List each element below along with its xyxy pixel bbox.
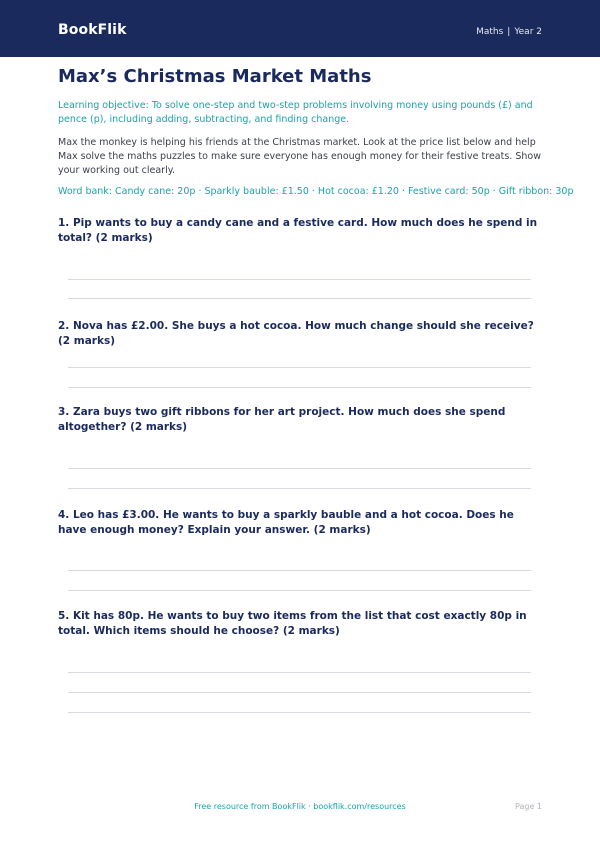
subject-year bbox=[476, 27, 542, 37]
answer-line[interactable] bbox=[68, 590, 531, 591]
word-bank: Word bank: Candy cane: 20p · Sparkly bauble: £1.50 · Hot cocoa: £1.20 · Festive card: 50p · Gift ribbon: 30p bbox=[58, 186, 574, 197]
worksheet-title: Max’s Christmas Market Maths bbox=[58, 66, 372, 87]
answer-line[interactable] bbox=[68, 298, 531, 299]
footer-text[interactable]: Free resource from BookFlik · bookflik.com/resources bbox=[194, 802, 406, 811]
answer-line[interactable] bbox=[68, 279, 531, 280]
answer-line[interactable] bbox=[68, 672, 531, 673]
question-5: 5. Kit has 80p. He wants to buy two items from the list that cost exactly 80p in total. Which items should he choose? (2 marks) bbox=[58, 610, 527, 637]
answer-line[interactable] bbox=[68, 387, 531, 388]
answer-line[interactable] bbox=[68, 692, 531, 693]
separator: | bbox=[507, 27, 511, 37]
subject-label: Maths bbox=[476, 27, 504, 37]
question-2: 2. Nova has £2.00. She buys a hot cocoa. How much change should she receive? (2 marks) bbox=[58, 320, 534, 347]
answer-line[interactable] bbox=[68, 468, 531, 469]
brand-logo[interactable]: BookFlik bbox=[58, 22, 127, 38]
question-4: 4. Leo has £3.00. He wants to buy a sparkly bauble and a hot cocoa. Does he have enough money? Explain your answer. (2 marks) bbox=[58, 509, 514, 536]
question-1: 1. Pip wants to buy a candy cane and a festive card. How much does he spend in total? (2 marks) bbox=[58, 217, 538, 244]
year-label: Year 2 bbox=[514, 27, 542, 37]
learning-objective: Learning objective: To solve one-step and two-step problems involving money using pounds (£) and pence (p), including adding, subtracting, and finding change. bbox=[58, 100, 533, 125]
page-number: Page 1 bbox=[515, 802, 542, 811]
page-header bbox=[0, 0, 600, 57]
answer-line[interactable] bbox=[68, 367, 531, 368]
intro-text: Max the monkey is helping his friends at the Christmas market. Look at the price list below and help Max solve the maths puzzles to make sure everyone has enough money for their festive treats. Show your working out clearly. bbox=[58, 137, 541, 176]
question-3: 3. Zara buys two gift ribbons for her art project. How much does she spend altogether? (2 marks) bbox=[58, 406, 506, 433]
answer-line[interactable] bbox=[68, 712, 531, 713]
answer-line[interactable] bbox=[68, 570, 531, 571]
answer-line[interactable] bbox=[68, 488, 531, 489]
